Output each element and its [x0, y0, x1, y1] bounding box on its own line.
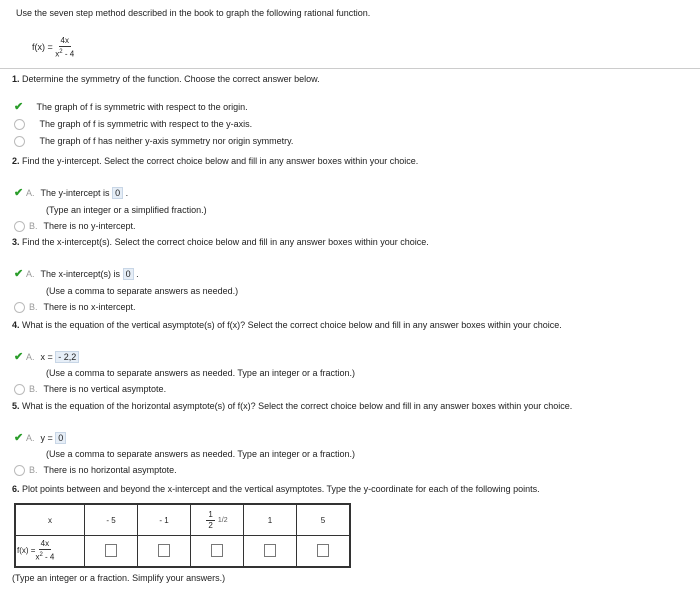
check-icon: ✔	[14, 268, 24, 281]
question-6: 6. Plot points between and beyond the x-intercept and the vertical asymptotes. Type the y-coordinate for each of the following points.	[12, 484, 540, 494]
check-icon: ✔	[14, 101, 24, 114]
question-3: 3. Find the x-intercept(s). Select the correct choice below and fill in any answer boxes within your choice.	[12, 237, 429, 247]
check-icon: ✔	[14, 351, 24, 364]
answer-box[interactable]: 0	[123, 268, 134, 280]
answer-box[interactable]: 0	[55, 432, 66, 444]
x-value: 1	[244, 504, 297, 536]
radio-button[interactable]	[14, 384, 25, 395]
function-numerator: 4x	[60, 36, 69, 45]
question-5: 5. What is the equation of the horizontal asymptote(s) of f(x)? Select the correct choice below and fill in any answer boxes within your choice.	[12, 401, 573, 411]
q4-option-b[interactable]: B. There is no vertical asymptote.	[14, 384, 166, 395]
function-lhs: f(x) =	[32, 42, 53, 53]
x-value: - 1	[138, 504, 191, 536]
radio-button[interactable]	[14, 221, 25, 232]
y-input[interactable]	[211, 544, 223, 557]
divider	[0, 68, 700, 69]
q4-option-a[interactable]: ✔ A. x = - 2,2	[14, 351, 79, 363]
function-denominator: $x^2 - 4$	[55, 49, 75, 59]
x-header: x	[15, 504, 85, 536]
q1-option-1[interactable]: ✔ The graph of f is symmetric with respect to the origin.	[14, 101, 248, 114]
check-icon: ✔	[14, 432, 24, 445]
half-fraction: $\frac{1}{2}$	[208, 509, 213, 530]
y-input-cell	[85, 536, 138, 568]
radio-button[interactable]	[14, 302, 25, 313]
q2-option-b[interactable]: B. There is no y-intercept.	[14, 221, 136, 232]
q3-option-b[interactable]: B. There is no x-intercept.	[14, 302, 136, 313]
q5-option-b[interactable]: B. There is no horizontal asymptote.	[14, 465, 177, 476]
y-input[interactable]	[158, 544, 170, 557]
intro-text: Use the seven step method described in the book to graph the following rational function.	[16, 8, 371, 18]
q4-hint: (Use a comma to separate answers as needed. Type an integer or a fraction.)	[46, 368, 355, 378]
fx-header: f(x) = $\frac{4x}{x^2 - 4}$	[15, 536, 85, 568]
q6-note: (Type an integer or a fraction. Simplify your answers.)	[12, 573, 226, 583]
x-value: - 5	[85, 504, 138, 536]
y-input[interactable]	[105, 544, 117, 557]
answer-box[interactable]: 0	[112, 187, 123, 199]
x-value-half-text: 1/2	[217, 516, 228, 524]
q3-option-a[interactable]: ✔ A. The x-intercept(s) is 0 .	[14, 268, 139, 281]
y-input-cell	[191, 536, 244, 568]
y-input-cell	[297, 536, 351, 568]
q1-option-3[interactable]: The graph of f has neither y-axis symmetry nor origin symmetry.	[14, 136, 293, 147]
points-table	[14, 503, 351, 568]
q5-option-a[interactable]: ✔ A. y = 0	[14, 432, 66, 444]
question-2: 2. Find the y-intercept. Select the correct choice below and fill in any answer boxes within your choice.	[12, 156, 419, 166]
radio-button[interactable]	[14, 136, 25, 147]
y-input[interactable]	[317, 544, 329, 557]
check-icon: ✔	[14, 187, 24, 200]
y-input-cell	[244, 536, 297, 568]
question-1: 1. Determine the symmetry of the function. Choose the correct answer below.	[12, 74, 320, 84]
question-4: 4. What is the equation of the vertical asymptote(s) of f(x)? Select the correct choice below and fill in any answer boxes within your choice.	[12, 320, 562, 330]
q5-hint: (Use a comma to separate answers as needed. Type an integer or a fraction.)	[46, 449, 355, 459]
y-input[interactable]	[264, 544, 276, 557]
function-formula	[32, 36, 74, 60]
answer-box[interactable]: - 2,2	[55, 351, 79, 363]
radio-button[interactable]	[14, 465, 25, 476]
q2-hint: (Type an integer or a simplified fraction.)	[46, 205, 207, 215]
x-value-half	[191, 504, 244, 536]
q2-option-a[interactable]: ✔ A. The y-intercept is 0 .	[14, 187, 129, 200]
x-value: 5	[297, 504, 351, 536]
y-input-cell	[138, 536, 191, 568]
radio-button[interactable]	[14, 119, 25, 130]
q3-hint: (Use a comma to separate answers as needed.)	[46, 286, 239, 296]
q1-option-2[interactable]: The graph of f is symmetric with respect to the y-axis.	[14, 119, 252, 130]
